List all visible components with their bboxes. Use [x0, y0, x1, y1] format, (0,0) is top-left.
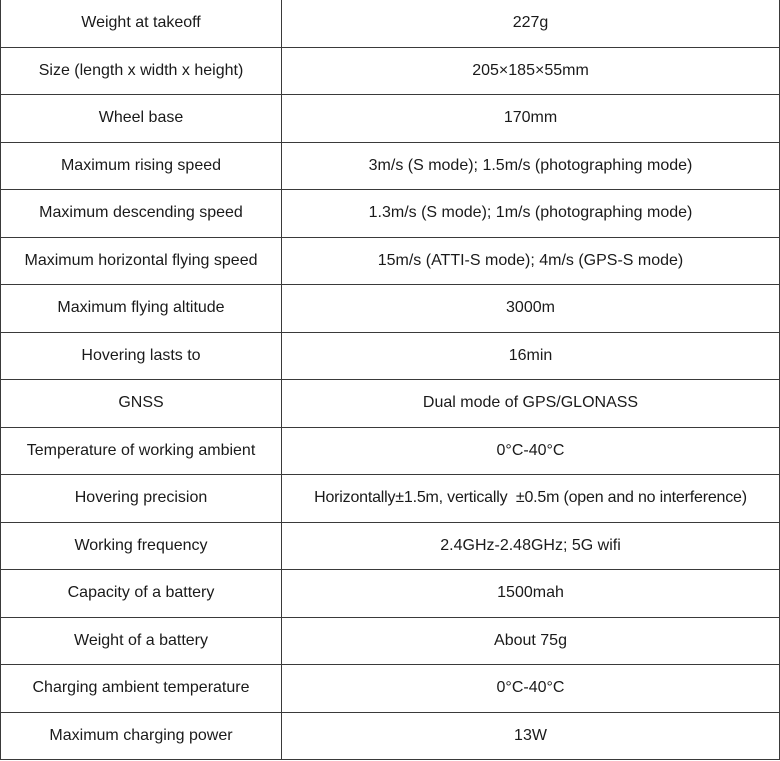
spec-value: 227g: [282, 0, 780, 47]
table-row: [1, 617, 780, 665]
spec-value: 15m/s (ATTI-S mode); 4m/s (GPS-S mode): [282, 237, 780, 285]
table-row: [1, 237, 780, 285]
table-row: [1, 190, 780, 238]
table-row: [1, 427, 780, 475]
spec-value: 1500mah: [282, 570, 780, 618]
table-row: [1, 0, 780, 47]
table-row: [1, 380, 780, 428]
table-row: [1, 522, 780, 570]
table-row: [1, 570, 780, 618]
spec-value: 3000m: [282, 285, 780, 333]
spec-value: Dual mode of GPS/GLONASS: [282, 380, 780, 428]
spec-label: GNSS: [1, 380, 282, 428]
table-row: [1, 142, 780, 190]
spec-label: Maximum horizontal flying speed: [1, 237, 282, 285]
table-row: [1, 332, 780, 380]
table-row: [1, 285, 780, 333]
spec-value: 13W: [282, 712, 780, 760]
spec-label: Maximum charging power: [1, 712, 282, 760]
spec-label: Maximum flying altitude: [1, 285, 282, 333]
table-row: [1, 95, 780, 143]
spec-value: 0°C-40°C: [282, 665, 780, 713]
spec-label: Capacity of a battery: [1, 570, 282, 618]
spec-value: 0°C-40°C: [282, 427, 780, 475]
spec-label: Weight of a battery: [1, 617, 282, 665]
spec-label: Wheel base: [1, 95, 282, 143]
spec-label: Temperature of working ambient: [1, 427, 282, 475]
spec-value: 2.4GHz-2.48GHz; 5G wifi: [282, 522, 780, 570]
spec-value: 16min: [282, 332, 780, 380]
spec-label: Working frequency: [1, 522, 282, 570]
spec-value: 205×185×55mm: [282, 47, 780, 95]
spec-label: Maximum rising speed: [1, 142, 282, 190]
spec-value: 170mm: [282, 95, 780, 143]
spec-value: Horizontally±1.5m, vertically ±0.5m (open and no interference): [282, 475, 780, 523]
spec-value: 3m/s (S mode); 1.5m/s (photographing mode): [282, 142, 780, 190]
table-row: [1, 712, 780, 760]
spec-label: Hovering precision: [1, 475, 282, 523]
spec-label: Maximum descending speed: [1, 190, 282, 238]
spec-label: Size (length x width x height): [1, 47, 282, 95]
spec-label: Weight at takeoff: [1, 0, 282, 47]
spec-value: About 75g: [282, 617, 780, 665]
table-row: [1, 475, 780, 523]
table-row: [1, 47, 780, 95]
table-row: [1, 665, 780, 713]
spec-label: Hovering lasts to: [1, 332, 282, 380]
spec-value: 1.3m/s (S mode); 1m/s (photographing mode): [282, 190, 780, 238]
spec-label: Charging ambient temperature: [1, 665, 282, 713]
